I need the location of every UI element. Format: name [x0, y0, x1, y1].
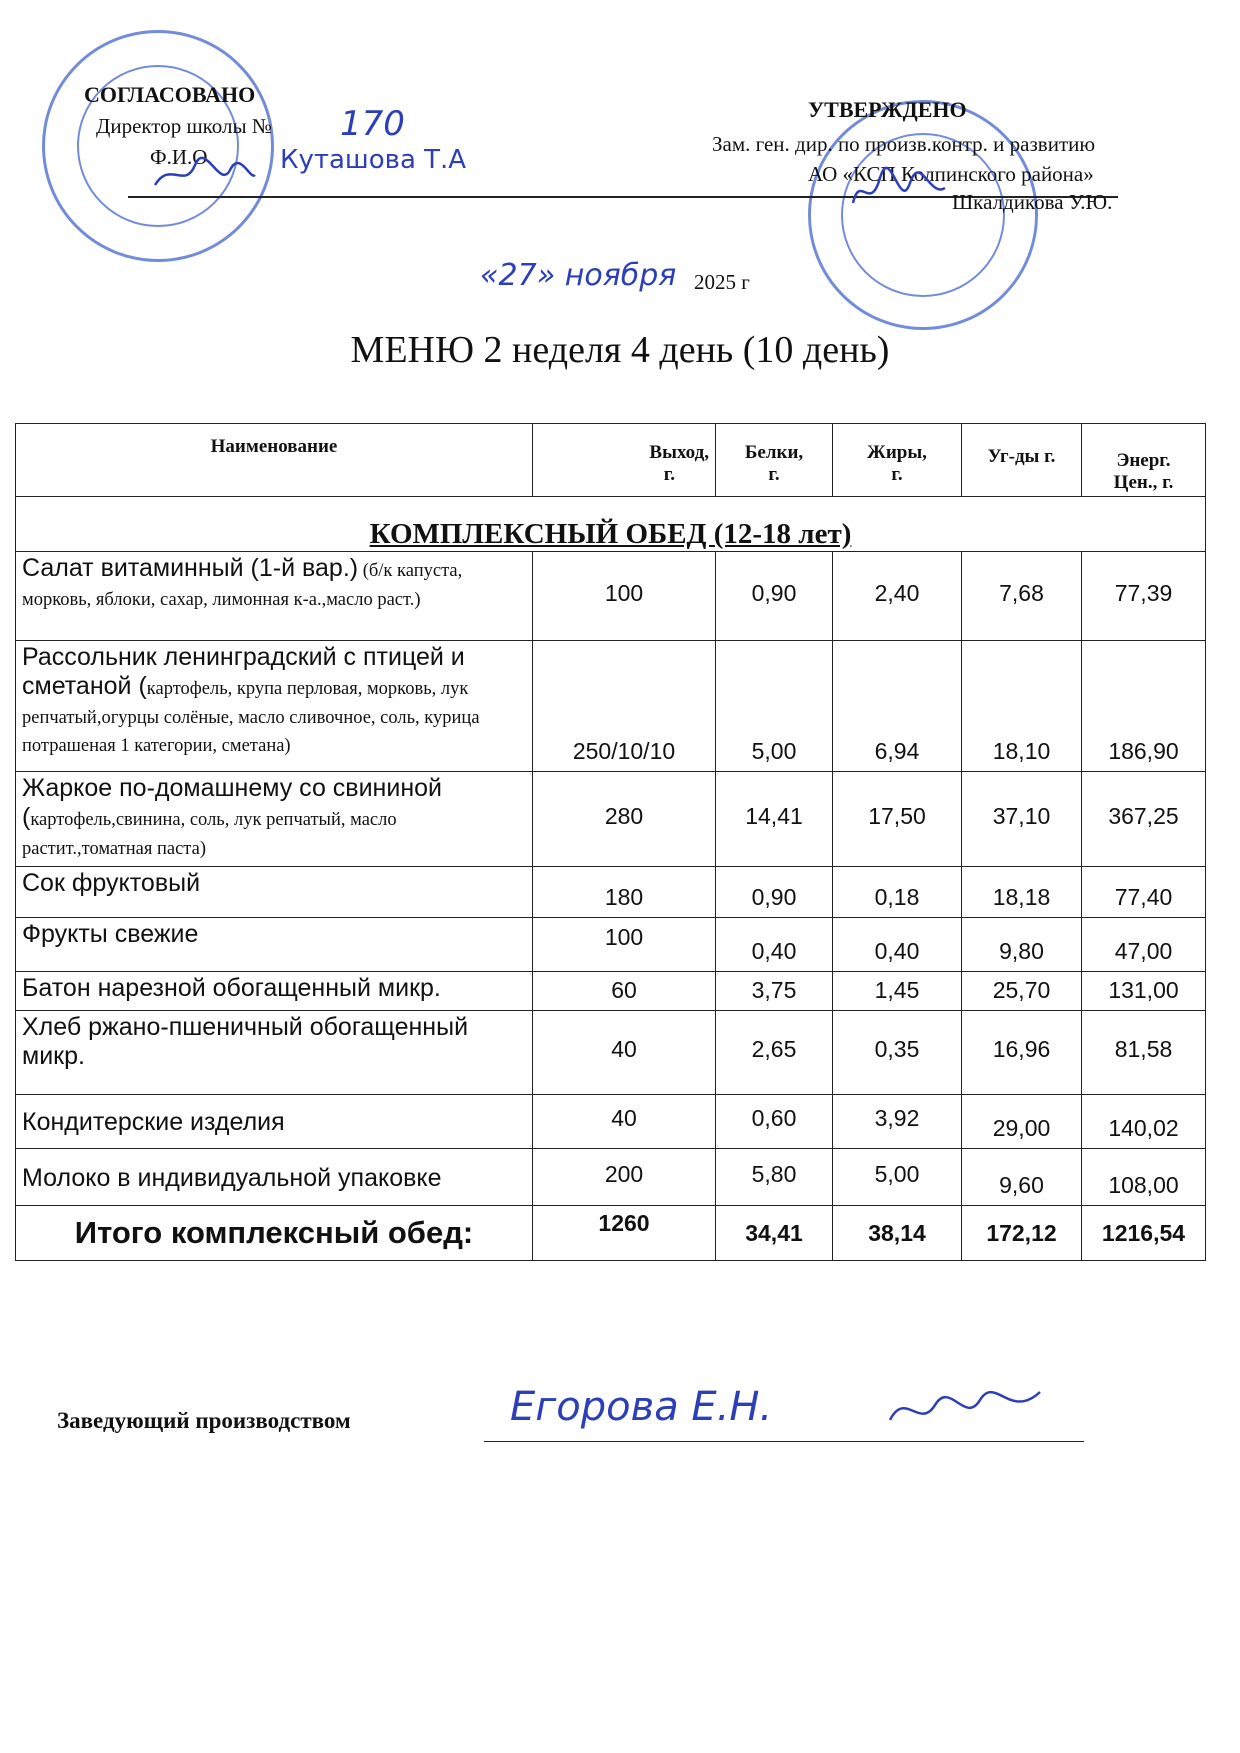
dish-name: Рассольник ленинградский с птицей и сметаной (картофель, крупа перловая, морковь, лук репчатый,огурцы солёные, масло сливочное, соль, курица потрашеная 1 категории, сметана) [16, 641, 533, 772]
cell-energy: 77,40 [1082, 867, 1206, 918]
section-row [16, 497, 1206, 552]
cell-carbs: 9,80 [962, 918, 1082, 972]
deputy-signature [845, 158, 955, 228]
total-protein: 34,41 [716, 1206, 833, 1261]
dish-name: Хлеб ржано-пшеничный обогащенный микр. [16, 1011, 533, 1095]
total-carbs: 172,12 [962, 1206, 1082, 1261]
approved-right-heading: УТВЕРЖДЕНО [808, 97, 967, 122]
cell-energy: 77,39 [1082, 552, 1206, 641]
footer-signature-scribble [880, 1380, 1050, 1440]
cell-fat: 5,00 [833, 1149, 962, 1206]
cell-output: 280 [533, 772, 716, 867]
cell-carbs: 29,00 [962, 1095, 1082, 1149]
cell-protein: 14,41 [716, 772, 833, 867]
table-row [16, 641, 1206, 772]
company-name: АО «КСП Колпинского района» [808, 162, 1094, 186]
cell-output: 40 [533, 1011, 716, 1095]
header-fat: Жиры, г. [833, 424, 962, 497]
footer-signature-line [484, 1441, 1084, 1442]
cell-carbs: 25,70 [962, 972, 1082, 1011]
header-energy: Энерг. Цен., г. [1082, 424, 1206, 497]
dish-name: Салат витаминный (1-й вар.) (б/к капуста, морковь, яблоки, сахар, лимонная к-а.,масло раст.) [16, 552, 533, 641]
cell-protein: 0,60 [716, 1095, 833, 1149]
table-header-row [16, 424, 1206, 497]
cell-output: 100 [533, 552, 716, 641]
header-name: Наименование [16, 424, 533, 497]
cell-output: 200 [533, 1149, 716, 1206]
cell-carbs: 7,68 [962, 552, 1082, 641]
cell-protein: 3,75 [716, 972, 833, 1011]
cell-protein: 5,80 [716, 1149, 833, 1206]
cell-output: 180 [533, 867, 716, 918]
date-year: 2025 г [694, 270, 750, 294]
cell-carbs: 9,60 [962, 1149, 1082, 1206]
cell-output: 40 [533, 1095, 716, 1149]
cell-fat: 2,40 [833, 552, 962, 641]
table-row [16, 972, 1206, 1011]
table-row [16, 1011, 1206, 1095]
deputy-title: Зам. ген. дир. по произв.контр. и развитию [712, 132, 1096, 156]
cell-fat: 1,45 [833, 972, 962, 1011]
header-output: Выход, г. [533, 424, 716, 497]
cell-fat: 3,92 [833, 1095, 962, 1149]
dish-name: Сок фруктовый [16, 867, 533, 918]
table-row [16, 1149, 1206, 1206]
header-carbs: Уг-ды г. [962, 424, 1082, 497]
cell-fat: 0,18 [833, 867, 962, 918]
page-title: МЕНЮ 2 неделя 4 день (10 день) [350, 329, 890, 371]
table-row [16, 918, 1206, 972]
total-row [16, 1206, 1206, 1261]
cell-energy: 81,58 [1082, 1011, 1206, 1095]
cell-energy: 367,25 [1082, 772, 1206, 867]
cell-energy: 108,00 [1082, 1149, 1206, 1206]
cell-protein: 0,40 [716, 918, 833, 972]
table-row [16, 867, 1206, 918]
cell-output: 60 [533, 972, 716, 1011]
cell-fat: 6,94 [833, 641, 962, 772]
cell-carbs: 16,96 [962, 1011, 1082, 1095]
total-fat: 38,14 [833, 1206, 962, 1261]
director-signature [150, 150, 260, 200]
menu-table [15, 423, 1206, 1261]
footer-label: Заведующий производством [57, 1408, 351, 1433]
table-row [16, 772, 1206, 867]
cell-protein: 0,90 [716, 552, 833, 641]
school-number-handwritten: 170 [340, 104, 405, 144]
dish-name: Фрукты свежие [16, 918, 533, 972]
cell-carbs: 18,18 [962, 867, 1082, 918]
cell-energy: 186,90 [1082, 641, 1206, 772]
dish-name: Молоко в индивидуальной упаковке [16, 1149, 533, 1206]
cell-energy: 47,00 [1082, 918, 1206, 972]
cell-protein: 2,65 [716, 1011, 833, 1095]
cell-carbs: 18,10 [962, 641, 1082, 772]
dish-name: Батон нарезной обогащенный микр. [16, 972, 533, 1011]
cell-fat: 17,50 [833, 772, 962, 867]
table-row [16, 1095, 1206, 1149]
total-label: Итого комплексный обед: [16, 1206, 533, 1261]
date-handwritten: «27» ноября [480, 258, 677, 293]
total-output: 1260 [533, 1206, 716, 1261]
director-name-handwritten: Кутaшова Т.А [280, 145, 467, 175]
dish-name: Жаркое по-домашнему со свининой (картофель,свинина, соль, лук репчатый, масло растит.,томатная паста) [16, 772, 533, 867]
total-energy: 1216,54 [1082, 1206, 1206, 1261]
cell-carbs: 37,10 [962, 772, 1082, 867]
fio-label: Ф.И.О. [150, 145, 213, 169]
cell-output: 250/10/10 [533, 641, 716, 772]
table-row [16, 552, 1206, 641]
director-line: Директор школы № [96, 114, 272, 138]
cell-protein: 5,00 [716, 641, 833, 772]
cell-protein: 0,90 [716, 867, 833, 918]
section-title: КОМПЛЕКСНЫЙ ОБЕД (12-18 лет) [16, 497, 1206, 552]
cell-fat: 0,40 [833, 918, 962, 972]
dish-name: Кондитерские изделия [16, 1095, 533, 1149]
footer-signature-handwritten: Егорова Е.Н. [510, 1384, 773, 1430]
header-protein: Белки, г. [716, 424, 833, 497]
deputy-name: Шкалдикова У.Ю. [952, 190, 1113, 214]
cell-fat: 0,35 [833, 1011, 962, 1095]
cell-energy: 140,02 [1082, 1095, 1206, 1149]
approved-left-heading: СОГЛАСОВАНО [84, 82, 256, 107]
cell-output: 100 [533, 918, 716, 972]
cell-energy: 131,00 [1082, 972, 1206, 1011]
